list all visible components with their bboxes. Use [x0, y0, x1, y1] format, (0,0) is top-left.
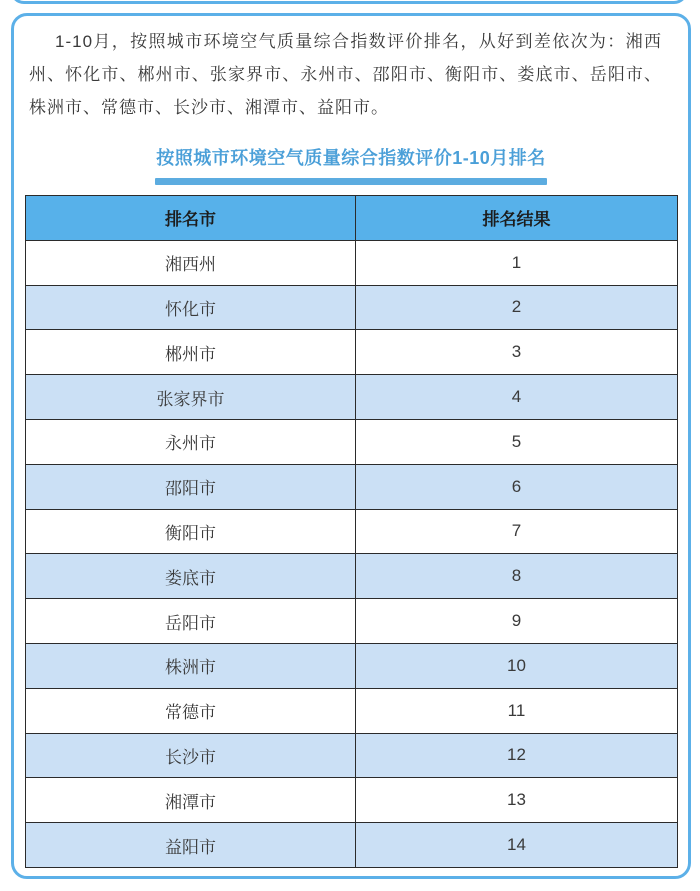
- city-cell: 衡阳市: [26, 509, 356, 554]
- rank-cell: 14: [356, 823, 678, 868]
- table-header-row: [26, 196, 678, 241]
- city-cell: 岳阳市: [26, 599, 356, 644]
- rank-cell: 5: [356, 419, 678, 464]
- city-cell: 长沙市: [26, 733, 356, 778]
- rank-cell: 7: [356, 509, 678, 554]
- table-title: 按照城市环境空气质量综合指数评价1-10月排名: [156, 148, 546, 168]
- city-cell: 株洲市: [26, 643, 356, 688]
- table-row: [26, 240, 678, 285]
- table-row: [26, 509, 678, 554]
- city-cell: 邵阳市: [26, 464, 356, 509]
- city-cell: 娄底市: [26, 554, 356, 599]
- table-body: [26, 240, 678, 867]
- city-cell: 湘潭市: [26, 778, 356, 823]
- rank-cell: 6: [356, 464, 678, 509]
- city-cell: 怀化市: [26, 285, 356, 330]
- rank-cell: 1: [356, 240, 678, 285]
- table-row: [26, 688, 678, 733]
- city-cell: 郴州市: [26, 330, 356, 375]
- table-row: [26, 599, 678, 644]
- city-cell: 益阳市: [26, 823, 356, 868]
- ranking-table: [25, 195, 678, 868]
- city-cell: 常德市: [26, 688, 356, 733]
- table-row: [26, 464, 678, 509]
- city-cell: 湘西州: [26, 240, 356, 285]
- header-cell-rank: 排名结果: [356, 196, 678, 241]
- rank-cell: 12: [356, 733, 678, 778]
- rank-cell: 3: [356, 330, 678, 375]
- rank-cell: 2: [356, 285, 678, 330]
- table-row: [26, 643, 678, 688]
- table-row: [26, 778, 678, 823]
- previous-card-bottom-edge: [10, 0, 688, 4]
- rank-cell: 10: [356, 643, 678, 688]
- table-row: [26, 733, 678, 778]
- content-card: [11, 13, 691, 879]
- table-row: [26, 330, 678, 375]
- rank-cell: 8: [356, 554, 678, 599]
- rank-cell: 11: [356, 688, 678, 733]
- rank-cell: 13: [356, 778, 678, 823]
- city-cell: 永州市: [26, 419, 356, 464]
- table-row: [26, 285, 678, 330]
- rank-cell: 4: [356, 375, 678, 420]
- table-header: [26, 196, 678, 241]
- table-row: [26, 823, 678, 868]
- table-row: [26, 419, 678, 464]
- rank-cell: 9: [356, 599, 678, 644]
- header-cell-city: 排名市: [26, 196, 356, 241]
- city-cell: 张家界市: [26, 375, 356, 420]
- table-row: [26, 554, 678, 599]
- title-underline-bar: [155, 178, 547, 185]
- intro-paragraph: 1-10月，按照城市环境空气质量综合指数评价排名，从好到差依次为：湘西州、怀化市、郴州市、张家界市、永州市、邵阳市、衡阳市、娄底市、岳阳市、株洲市、常德市、长沙市、湘潭市、益阳市。: [29, 32, 662, 117]
- table-row: [26, 375, 678, 420]
